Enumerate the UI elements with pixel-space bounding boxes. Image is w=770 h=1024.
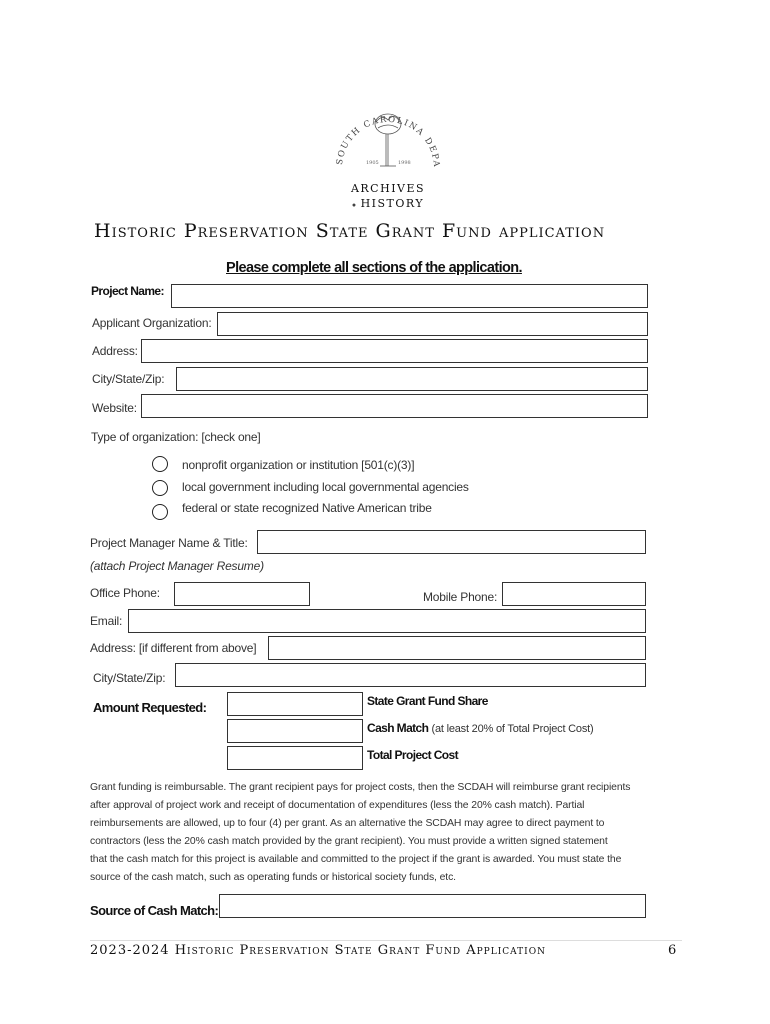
org-type-radio-local-government[interactable] [152, 480, 168, 496]
manager-name-title-input[interactable] [257, 530, 646, 554]
department-logo [326, 90, 450, 210]
address-input[interactable] [141, 339, 648, 363]
total-cost-input[interactable] [227, 746, 363, 770]
project-name-input[interactable] [171, 284, 648, 308]
org-type-option-tribe: federal or state recognized Native American tribe [182, 501, 432, 515]
cash-match-note: (at least 20% of Total Project Cost) [431, 723, 594, 735]
applicant-org-input[interactable] [217, 312, 648, 336]
manager-resume-note: (attach Project Manager Resume) [90, 559, 264, 573]
paragraph-line: after approval of project work and receipt of documentation of expenditures (less the 20% cash match). Partial [90, 800, 585, 811]
org-type-label: Type of organization: [check one] [91, 430, 261, 444]
paragraph-line: source of the cash match, such as operating funds or historical society funds, etc. [90, 872, 456, 883]
year-left: 1905 [366, 160, 379, 166]
amount-requested-label: Amount Requested: [93, 700, 207, 715]
total-cost-label: Total Project Cost [367, 748, 458, 762]
paragraph-line: Grant funding is reimbursable. The grant recipient pays for project costs, then the SCDAH will reimburse grant recipients [90, 782, 631, 793]
mobile-phone-input[interactable] [502, 582, 646, 606]
address-label: Address: [92, 344, 138, 358]
paragraph-line: contractors (less the 20% cash match provided by the grant recipient). You must provide a written signed statement [90, 836, 608, 847]
paragraph-line: reimbursements are allowed, up to four (4) per grant. As an alternative the SCDAH may agree to direct payment to [90, 818, 605, 829]
footer-rule [90, 940, 682, 941]
logo-archives: ARCHIVES [350, 182, 426, 195]
manager-name-title-label: Project Manager Name & Title: [90, 536, 248, 550]
mobile-phone-label: Mobile Phone: [423, 590, 498, 604]
project-name-label: Project Name: [91, 284, 164, 298]
manager-address-label: Address: [if different from above] [90, 641, 257, 655]
document-title: Historic Preservation State Grant Fund application [94, 220, 606, 242]
org-type-radio-nonprofit[interactable] [152, 456, 168, 472]
reimbursement-paragraph [90, 779, 680, 887]
manager-city-state-zip-label: City/State/Zip: [93, 671, 166, 685]
state-share-label: State Grant Fund Share [367, 694, 488, 708]
manager-address-input[interactable] [268, 636, 646, 660]
email-input[interactable] [128, 609, 646, 633]
source-cash-match-input[interactable] [219, 894, 646, 918]
logo-history-row [326, 194, 450, 212]
cash-match-label: Cash Match [367, 721, 429, 735]
org-type-radio-tribe[interactable] [152, 504, 168, 520]
cash-match-input[interactable] [227, 719, 363, 743]
office-phone-label: Office Phone: [90, 586, 160, 600]
ampersand-icon: ● [351, 202, 357, 209]
org-type-option-local-government: local government including local governmental agencies [182, 480, 469, 494]
website-input[interactable] [141, 394, 648, 418]
instructions-heading: Please complete all sections of the application. [226, 260, 522, 276]
city-state-zip-input[interactable] [176, 367, 648, 391]
page-number: 6 [668, 943, 677, 958]
manager-city-state-zip-input[interactable] [175, 663, 646, 687]
paragraph-line: that the cash match for this project is available and committed to the project if the grant is awarded. You must state the [90, 854, 622, 865]
office-phone-input[interactable] [174, 582, 310, 606]
cash-match-row [367, 721, 593, 735]
city-state-zip-label: City/State/Zip: [92, 372, 165, 386]
svg-text:SOUTH CAROLINA DEPARTMENT OF [326, 90, 441, 169]
source-cash-match-label: Source of Cash Match: [90, 903, 219, 918]
footer-title: 2023-2024 Historic Preservation State Grant Fund Application [90, 943, 546, 958]
logo-history: HISTORY [360, 197, 425, 210]
website-label: Website: [92, 401, 137, 415]
applicant-org-label: Applicant Organization: [92, 316, 212, 330]
state-share-input[interactable] [227, 692, 363, 716]
org-type-option-nonprofit: nonprofit organization or institution [501(c)(3)] [182, 458, 415, 472]
seal-ring-text: SOUTH CAROLINA DEPA [335, 114, 442, 169]
email-label: Email: [90, 614, 123, 628]
year-right: 1998 [398, 160, 411, 166]
